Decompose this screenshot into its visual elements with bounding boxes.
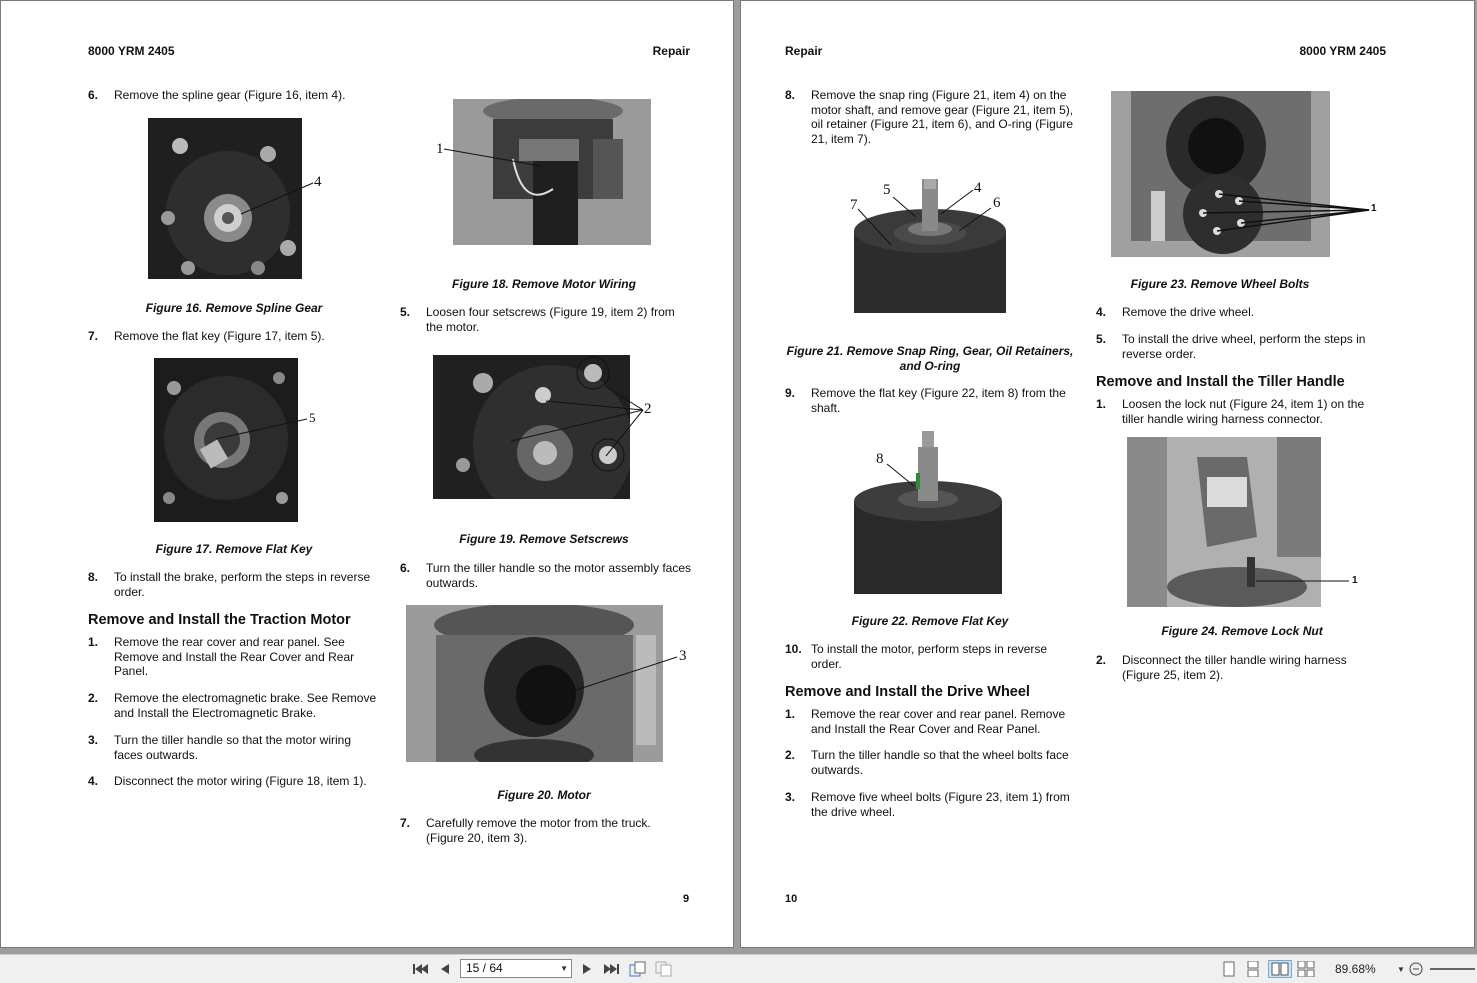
pdf-page-right: Repair 8000 YRM 2405 8. Remove the snap ring (Figure 21, item 4) on the motor shaft, and remove gear (Figure 21, item 5), oil retainer (Figure 21, item 6), and O-ring (Figure 21, item 7). 5 4 7 6 Figure 21. Remove Snap Ring, Gear, Oil Retainers, and O-ring 9. Remove the flat key (Figure 22, item 8) from the shaft. 8 Figure 22. Remove Flat Key 10. To install the motor, perform steps in reverse order. Remove and Install the Drive Wheel 1. Remove the rear cover and rear panel. Remove and Install the Rear Cover and Rear Panel. 2. Turn the tiller handle so that the wheel bolts face outwards. 3. Remove five wheel bolts (Figure 23, item 1) from the drive wheel. 1 Figure 23. Remove Wheel Bolts 4. Remove the drive wheel. 5. To install the drive wheel, perform the steps in reverse order. Remove and Install the Tiller Handle 1. Loosen the lock nut (Figure 24, item 1) on the tiller handle wiring harness connector. 1 Figure 24. Remove Lock Nut 2. Disconnect the tiller handle wiring harness (Figure 25, item 2). 10 — [740, 0, 1475, 948]
callout-1: 1 — [436, 141, 444, 157]
figure-17-caption: Figure 17. Remove Flat Key — [155, 542, 313, 556]
figure-18-photo — [453, 99, 651, 245]
motor-image — [406, 605, 663, 762]
figure-16-caption: Figure 16. Remove Spline Gear — [145, 301, 323, 315]
figure-23-photo — [1111, 91, 1330, 257]
page-indicator: 15 / 64 — [466, 961, 503, 975]
figure-21-caption: Figure 21. Remove Snap Ring, Gear, Oil Retainers, and O-ring — [786, 344, 1074, 373]
continuous-icon[interactable] — [1244, 960, 1262, 978]
page-number-left: 9 — [683, 893, 690, 905]
figure-19-photo — [433, 355, 630, 499]
figure-20-photo — [406, 605, 663, 762]
zoom-dropdown-icon[interactable]: ▼ — [1397, 964, 1405, 974]
pdf-page-left: 8000 YRM 2405 Repair 6. Remove the spline gear (Figure 16, item 4). 4 Figure 16. Remove Spline Gear 7. Remove the flat key (Figure 17, item 5). 5 Figure 17. Remove Flat Key 8. To install the brake, perform the steps in reverse order. Remove and Install the Traction Motor 1. Remove the rear cover and rear panel. See Remove and Install the Rear Cover and Rear Panel. 2. Remove the electromagnetic brake. See Remove and Install the Electromagnetic Brake. 3. Turn the tiller handle so that the motor wiring faces outwards. 4. Disconnect the motor wiring (Figure 18, item 1). 1 Figure 18. Remove Motor Wiring 5. Loosen four setscrews (Figure 19, item 2) from the motor. 2 Figure 19. Remove Setscrews 6. Turn the tiller handle so the motor assembly faces outwards. 3 Figure 20. Motor 7. Carefully remove the motor from the truck. (Figure 20, item 3). 9 — [0, 0, 734, 948]
figure-22-caption: Figure 22. Remove Flat Key — [851, 614, 1009, 628]
callout-7: 7 — [850, 197, 858, 213]
zoom-out-icon[interactable] — [1407, 960, 1425, 978]
setscrews-image — [433, 355, 630, 499]
section-title-drive-wheel: Remove and Install the Drive Wheel — [785, 684, 1030, 700]
flat-key-image — [154, 358, 298, 522]
viewer-toolbar — [0, 954, 1477, 983]
wheel-bolts-image — [1111, 91, 1330, 257]
section-title-tiller-handle: Remove and Install the Tiller Handle — [1096, 374, 1345, 390]
callout-5: 5 — [309, 410, 316, 425]
page-number-input[interactable] — [460, 959, 572, 978]
spline-gear-image — [148, 118, 302, 279]
figure-22-drawing — [852, 429, 1005, 594]
continuous-facing-icon[interactable] — [1297, 960, 1315, 978]
facing-icon[interactable] — [1268, 960, 1292, 978]
callout-4: 4 — [974, 180, 982, 196]
page-number-right: 10 — [785, 893, 798, 905]
running-header-left: 8000 YRM 2405 — [88, 44, 175, 58]
motor-wiring-image — [453, 99, 651, 245]
motor-shaft-drawing — [844, 169, 1021, 313]
callout-5: 5 — [883, 182, 891, 198]
zoom-level[interactable]: 89.68% — [1335, 962, 1376, 976]
lock-nut-image — [1127, 437, 1321, 607]
single-page-icon[interactable] — [1220, 960, 1238, 978]
figure-24-caption: Figure 24. Remove Lock Nut — [1161, 624, 1323, 638]
figure-23-caption: Figure 23. Remove Wheel Bolts — [1130, 277, 1310, 291]
figure-18-caption: Figure 18. Remove Motor Wiring — [452, 277, 636, 291]
figure-16-photo — [148, 118, 302, 279]
figure-21-drawing — [844, 169, 1021, 313]
section-title-traction-motor: Remove and Install the Traction Motor — [88, 612, 351, 628]
figure-19-caption: Figure 19. Remove Setscrews — [459, 532, 629, 546]
running-header-right: 8000 YRM 2405 — [1299, 44, 1386, 58]
prev-view-icon[interactable] — [629, 960, 647, 978]
callout-1: 1 — [1371, 203, 1377, 214]
callout-2: 2 — [644, 401, 652, 417]
chevron-down-icon[interactable]: ▼ — [560, 964, 568, 973]
next-page-icon[interactable] — [578, 960, 596, 978]
prev-page-icon[interactable] — [436, 960, 454, 978]
callout-1b: 1 — [1352, 575, 1358, 586]
callout-3: 3 — [679, 648, 687, 664]
last-page-icon[interactable] — [603, 960, 621, 978]
first-page-icon[interactable] — [411, 960, 429, 978]
zoom-slider[interactable] — [1430, 968, 1475, 970]
figure-24-photo — [1127, 437, 1321, 607]
motor-flat-key-drawing — [852, 429, 1005, 594]
callout-6: 6 — [993, 195, 1001, 211]
running-header-left: Repair — [785, 44, 823, 58]
callout-8: 8 — [876, 451, 884, 467]
running-header-right: Repair — [652, 44, 690, 58]
figure-17-photo — [154, 358, 298, 522]
callout-4: 4 — [314, 174, 322, 190]
figure-20-caption: Figure 20. Motor — [497, 788, 591, 802]
next-view-icon[interactable] — [655, 960, 673, 978]
